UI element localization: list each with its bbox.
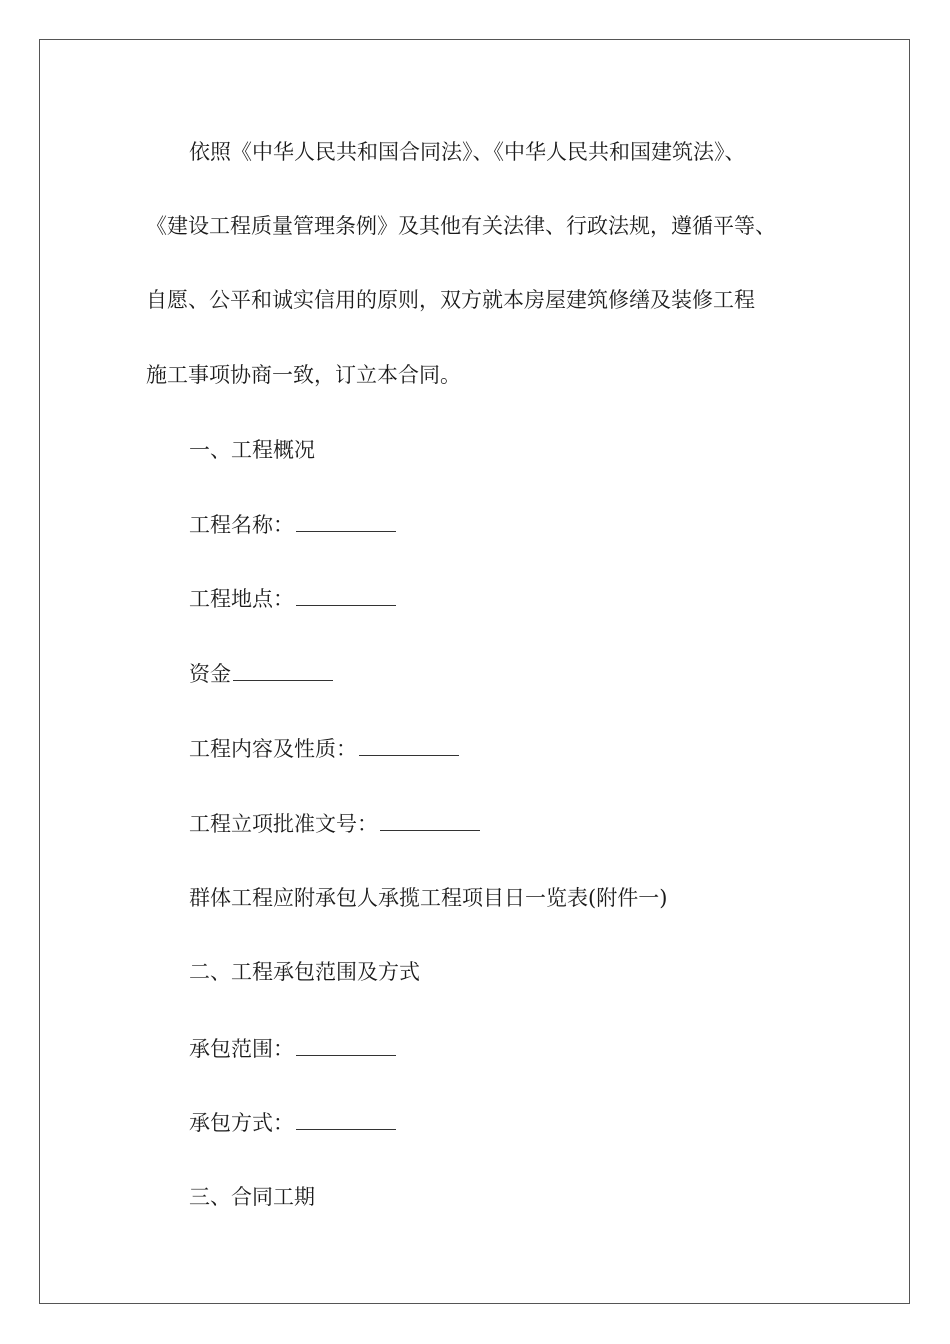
paragraph-line-1: 依照《中华人民共和国合同法》、《中华人民共和国建筑法》、	[189, 140, 746, 164]
project-location-row	[189, 585, 396, 613]
content-nature-label: 工程内容及性质：	[189, 737, 357, 761]
section-heading-1: 一、工程概况	[189, 438, 315, 462]
section-heading-2: 二、工程承包范围及方式	[189, 960, 420, 984]
content-nature-row	[189, 735, 459, 763]
approval-number-blank	[380, 810, 480, 831]
funds-blank	[233, 660, 333, 681]
project-location-label: 工程地点：	[189, 587, 294, 611]
section-heading-3: 三、合同工期	[189, 1185, 315, 1209]
contract-method-blank	[296, 1109, 396, 1130]
project-name-blank	[296, 511, 396, 532]
project-name-label: 工程名称：	[189, 513, 294, 537]
approval-number-row	[189, 810, 480, 838]
paragraph-line-2: 《建设工程质量管理条例》及其他有关法律、行政法规，遵循平等、	[146, 214, 776, 238]
paragraph-line-4: 施工事项协商一致，订立本合同。	[146, 363, 461, 387]
content-nature-blank	[359, 735, 459, 756]
funds-row	[189, 660, 333, 688]
funds-label: 资金	[189, 662, 231, 686]
approval-number-label: 工程立项批准文号：	[189, 812, 378, 836]
contract-method-row	[189, 1109, 396, 1137]
contract-scope-label: 承包范围：	[189, 1037, 294, 1061]
project-name-row	[189, 511, 396, 539]
contract-scope-blank	[296, 1035, 396, 1056]
contract-scope-row	[189, 1035, 396, 1063]
project-location-blank	[296, 585, 396, 606]
contract-method-label: 承包方式：	[189, 1111, 294, 1135]
paragraph-line-3: 自愿、公平和诚实信用的原则，双方就本房屋建筑修缮及装修工程	[146, 288, 755, 312]
group-project-note: 群体工程应附承包人承揽工程项目日一览表(附件一)	[189, 886, 668, 910]
